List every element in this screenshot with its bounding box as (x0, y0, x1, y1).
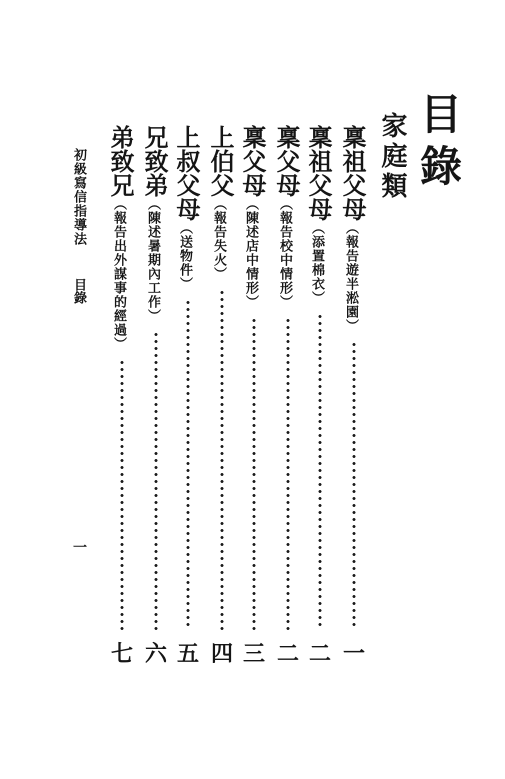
toc-entry-note: （陳述暑期內工作） (145, 197, 160, 323)
toc-entry-note: （添置棉衣） (309, 221, 324, 305)
toc-entry-note: （報告失火） (211, 197, 226, 281)
leader-dots (120, 359, 124, 630)
toc-entry-page: 二 (276, 641, 299, 667)
toc-entry (304, 125, 334, 667)
folio-number: 一 (71, 540, 87, 554)
toc-entry-note: （報告校中情形） (277, 197, 292, 309)
toc-entry (206, 125, 236, 667)
toc-entry-title: 稟父母 (272, 125, 301, 197)
leader-dots (220, 289, 224, 630)
toc-entry (172, 125, 202, 667)
toc-entry-title: 稟祖父母 (338, 125, 367, 221)
toc-entry-title: 稟祖父母 (304, 125, 333, 221)
running-section: 目錄 (71, 278, 86, 304)
toc-entry (272, 125, 302, 667)
toc-entry-title: 稟父母 (238, 125, 267, 197)
toc-entry-title: 上叔父母 (172, 125, 201, 221)
toc-entry-note: （送物件） (177, 221, 192, 291)
toc-entry (238, 125, 268, 667)
toc-entry-note: （報告出外謀事的經過） (111, 197, 126, 351)
toc-entry-page: 一 (342, 641, 365, 667)
toc-entry (338, 125, 368, 667)
toc-entry-page: 四 (210, 641, 233, 667)
toc-entry (106, 125, 136, 667)
leader-dots (154, 331, 158, 630)
section-heading: 家庭類 (377, 112, 407, 202)
toc-entry-title: 兄致弟 (140, 125, 169, 197)
toc-entry (140, 125, 170, 667)
running-header: 初級寫信指導法 (71, 148, 86, 246)
page-title: 目錄 (414, 92, 463, 196)
toc-entry-note: （陳述店中情形） (243, 197, 258, 309)
leader-dots (186, 299, 190, 630)
toc-entry-note: （報告遊半淞園） (343, 221, 358, 333)
toc-entry-title: 上伯父 (206, 125, 235, 197)
toc-entry-page: 五 (176, 641, 199, 667)
leader-dots (252, 317, 256, 630)
toc-entry-page: 三 (242, 641, 265, 667)
toc-entry-page: 七 (110, 641, 133, 667)
leader-dots (286, 317, 290, 630)
toc-entry-page: 二 (308, 641, 331, 667)
leader-dots (318, 313, 322, 630)
leader-dots (352, 341, 356, 630)
toc-entry-page: 六 (144, 641, 167, 667)
toc-entry-title: 弟致兄 (106, 125, 135, 197)
